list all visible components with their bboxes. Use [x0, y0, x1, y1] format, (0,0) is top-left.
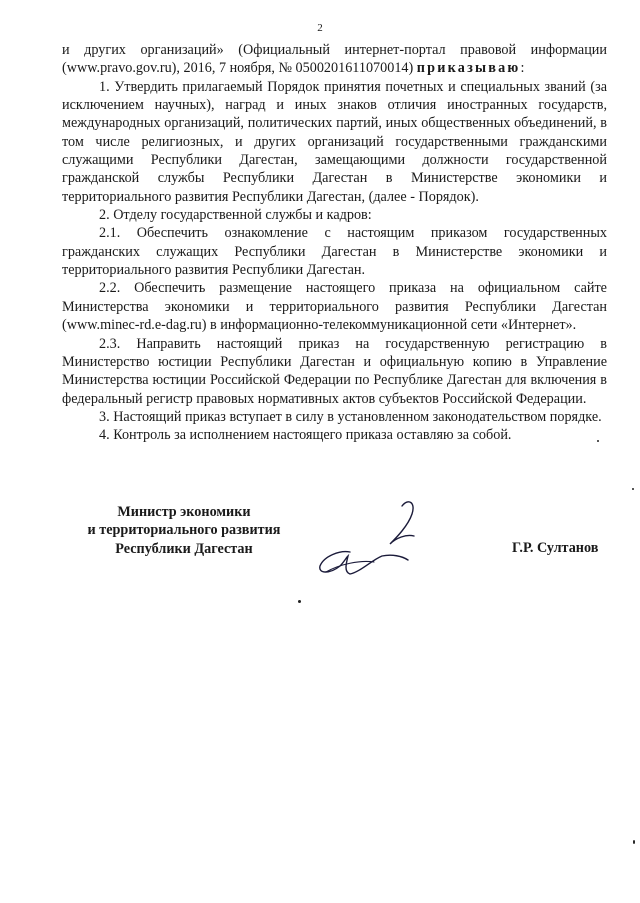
- order-keyword: приказываю: [416, 60, 521, 77]
- paragraph-2-2: 2.2. Обеспечить размещение настоящего приказа на официальном сайте Министерства экономики и территориального развития Республики Дагестан (www.minec-rd.e-dag.ru) в информационно-телекоммуникационной сети «Интернет».: [62, 280, 607, 334]
- scan-speck: [298, 600, 301, 603]
- paragraph-1: 1. Утвердить прилагаемый Порядок принятия почетных и специальных званий (за исключением научных), наград и иных знаков отличия иностранных государств, международных организаций, политических партий, иных общественных объединений, в том числе религиозных, и других организаций государственными гражданскими служащими Республики Дагестан, замещающими должности государственной гражданской службы Республики Дагестан в Министерстве экономики и территориального развития Республики Дагестан, (далее - Порядок).: [62, 78, 607, 205]
- signatory-name: Г.Р. Султанов: [512, 540, 599, 556]
- intro-paragraph: [62, 41, 607, 78]
- scan-speck: [633, 840, 635, 844]
- signatory-title-line-3: Республики Дагестан: [115, 540, 253, 557]
- signatory-title-line-2: и территориального развития: [87, 522, 281, 539]
- intro-text: и других организаций» (Официальный интернет-портал правовой информации (www.pravo.gov.ru), 2016, 7 ноября, № 0500201611070014): [62, 42, 607, 77]
- paragraph-4: 4. Контроль за исполнением настоящего приказа оставляю за собой.: [99, 427, 512, 444]
- scan-speck: [632, 488, 634, 490]
- handwritten-signature: [310, 494, 430, 584]
- signatory-title-line-1: Министр экономики: [117, 504, 251, 520]
- signatory-title: [84, 503, 284, 558]
- paragraph-2-3: 2.3. Направить настоящий приказ на государственную регистрацию в Министерство юстиции Республики Дагестан и официальную копию в Управление Министерства юстиции Российской Федерации по Республике Дагестан для включения в федеральный регистр правовых нормативных актов субъектов Российской Федерации.: [62, 335, 607, 407]
- page-number: 2: [317, 22, 323, 34]
- document-body: [62, 41, 607, 445]
- paragraph-3: 3. Настоящий приказ вступает в силу в установленном законодательством порядке.: [99, 408, 602, 425]
- scan-speck: [597, 440, 599, 442]
- intro-colon: :: [520, 60, 525, 77]
- paragraph-2-1: 2.1. Обеспечить ознакомление с настоящим приказом государственных гражданских служащих Республики Дагестан в Министерстве экономики и территориального развития Республики Дагестан.: [62, 225, 607, 279]
- paragraph-2: 2. Отделу государственной службы и кадров:: [99, 207, 372, 224]
